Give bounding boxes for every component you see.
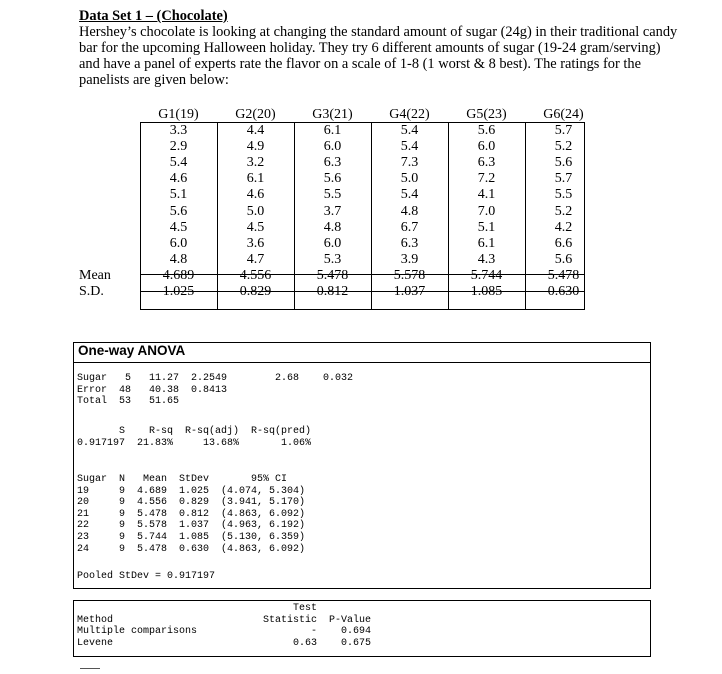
- rating-cell: 5.0: [246, 203, 265, 219]
- rating-cell: 5.6: [554, 251, 573, 267]
- rating-cell: 5.2: [554, 203, 573, 219]
- model-summary: S R-sq R-sq(adj) R-sq(pred) 0.917197 21.83% 13.68% 1.06%: [77, 426, 312, 449]
- anova-source-table: Sugar 5 11.27 2.2549 2.68 0.032 Error 48 40.38 0.8413 Total 53 51.65: [77, 373, 354, 408]
- intro-text: [79, 8, 679, 88]
- pooled-stdev: Pooled StDev = 0.917197: [77, 571, 216, 582]
- table-row: [79, 204, 602, 220]
- table-row: [79, 252, 602, 268]
- sd-value: 0.812: [316, 284, 349, 300]
- rating-cell: 4.4: [246, 123, 265, 139]
- rating-cell: 6.3: [323, 155, 342, 171]
- rating-cell: 6.0: [323, 235, 342, 251]
- mean-value: 5.478: [316, 267, 349, 283]
- rating-cell: 4.6: [169, 171, 188, 187]
- rating-cell: 5.3: [323, 251, 342, 267]
- table-row: [79, 139, 602, 155]
- mean-value: 4.556: [239, 267, 272, 283]
- rating-cell: 4.1: [477, 187, 496, 203]
- mean-label: Mean: [79, 267, 111, 283]
- rating-cell: 5.1: [477, 219, 496, 235]
- column-header: G2(20): [235, 107, 276, 122]
- rating-cell: 5.4: [400, 139, 419, 155]
- rating-cell: 4.8: [169, 251, 188, 267]
- rating-cell: 3.3: [169, 123, 188, 139]
- intro-paragraph: Hershey’s chocolate is looking at changing the standard amount of sugar (24g) in their traditional candy bar for the upcoming Halloween holiday. They try 6 different amounts of sugar (19-24 gram/serving) and have a panel of experts rate the flavor on a scale of 1-8 (1 worst & 8 best). The ratings for the panelists are given below:: [79, 24, 678, 88]
- rating-cell: 6.0: [169, 235, 188, 251]
- column-header: G1(19): [158, 107, 199, 122]
- rating-cell: 6.1: [477, 235, 496, 251]
- rating-cell: 6.3: [477, 155, 496, 171]
- sd-value: 1.025: [162, 284, 195, 300]
- mean-row: [79, 268, 602, 284]
- variance-tests-table: Test Method Statistic P-Value Multiple comparisons - 0.694 Levene 0.63 0.675: [77, 603, 372, 649]
- mean-value: 5.744: [470, 267, 503, 283]
- mean-value: 5.478: [547, 267, 580, 283]
- anova-title: One-way ANOVA: [78, 343, 186, 358]
- rating-cell: 5.5: [323, 187, 342, 203]
- rating-cell: 5.4: [400, 187, 419, 203]
- column-header: G5(23): [466, 107, 507, 122]
- sd-row: [79, 284, 602, 300]
- mean-value: 5.578: [393, 267, 426, 283]
- rating-cell: 5.6: [554, 155, 573, 171]
- rating-cell: 5.6: [169, 203, 188, 219]
- rating-cell: 5.6: [477, 123, 496, 139]
- table-row: [79, 220, 602, 236]
- rating-cell: 4.5: [246, 219, 265, 235]
- rating-cell: 4.5: [169, 219, 188, 235]
- rating-cell: 6.0: [323, 139, 342, 155]
- anova-title-divider: [73, 362, 651, 363]
- sd-value: 1.085: [470, 284, 503, 300]
- table-header-row: [79, 107, 602, 123]
- footer-rule: [80, 668, 100, 669]
- rating-cell: 6.7: [400, 219, 419, 235]
- rating-cell: 5.4: [169, 155, 188, 171]
- sd-value: 0.630: [547, 284, 580, 300]
- rating-cell: 3.2: [246, 155, 265, 171]
- rating-cell: 4.6: [246, 187, 265, 203]
- table-row: [79, 123, 602, 139]
- rating-cell: 5.6: [323, 171, 342, 187]
- rating-cell: 6.1: [323, 123, 342, 139]
- mean-value: 4.689: [162, 267, 195, 283]
- rating-cell: 7.0: [477, 203, 496, 219]
- rating-cell: 5.0: [400, 171, 419, 187]
- table-row: [79, 171, 602, 187]
- table-row: [79, 155, 602, 171]
- rating-cell: 4.3: [477, 251, 496, 267]
- column-header: G6(24): [543, 107, 584, 122]
- rating-cell: 2.9: [169, 139, 188, 155]
- rating-cell: 4.2: [554, 219, 573, 235]
- sd-label: S.D.: [79, 284, 104, 300]
- group-means-table: Sugar N Mean StDev 95% CI 19 9 4.689 1.025 (4.074, 5.304) 20 9 4.556 0.829 (3.941, 5.170) 21 9 5.478 0.812 (4.863, 6.092) 22 9 5.578 1.037 (4.963, 6.192) 23 9 5.744 1.085 (5.130, 6.359) 24 9 5.478 0.630 (4.863, 6.092): [77, 474, 306, 555]
- rating-cell: 3.9: [400, 251, 419, 267]
- rating-cell: 4.7: [246, 251, 265, 267]
- table-row: [79, 236, 602, 252]
- ratings-table: [79, 107, 602, 300]
- rating-cell: 4.8: [400, 203, 419, 219]
- rating-cell: 6.1: [246, 171, 265, 187]
- sd-value: 1.037: [393, 284, 426, 300]
- column-header: G4(22): [389, 107, 430, 122]
- table-row: [79, 187, 602, 203]
- rating-cell: 5.5: [554, 187, 573, 203]
- data-set-title: Data Set 1 – (Chocolate): [79, 8, 228, 24]
- rating-cell: 5.7: [554, 171, 573, 187]
- rating-cell: 7.3: [400, 155, 419, 171]
- rating-cell: 3.6: [246, 235, 265, 251]
- rating-cell: 4.9: [246, 139, 265, 155]
- sd-value: 0.829: [239, 284, 272, 300]
- rating-cell: 5.1: [169, 187, 188, 203]
- rating-cell: 3.7: [323, 203, 342, 219]
- rating-cell: 6.6: [554, 235, 573, 251]
- rating-cell: 6.3: [400, 235, 419, 251]
- rating-cell: 4.8: [323, 219, 342, 235]
- rating-cell: 6.0: [477, 139, 496, 155]
- rating-cell: 5.7: [554, 123, 573, 139]
- rating-cell: 5.4: [400, 123, 419, 139]
- column-header: G3(21): [312, 107, 353, 122]
- rating-cell: 5.2: [554, 139, 573, 155]
- rating-cell: 7.2: [477, 171, 496, 187]
